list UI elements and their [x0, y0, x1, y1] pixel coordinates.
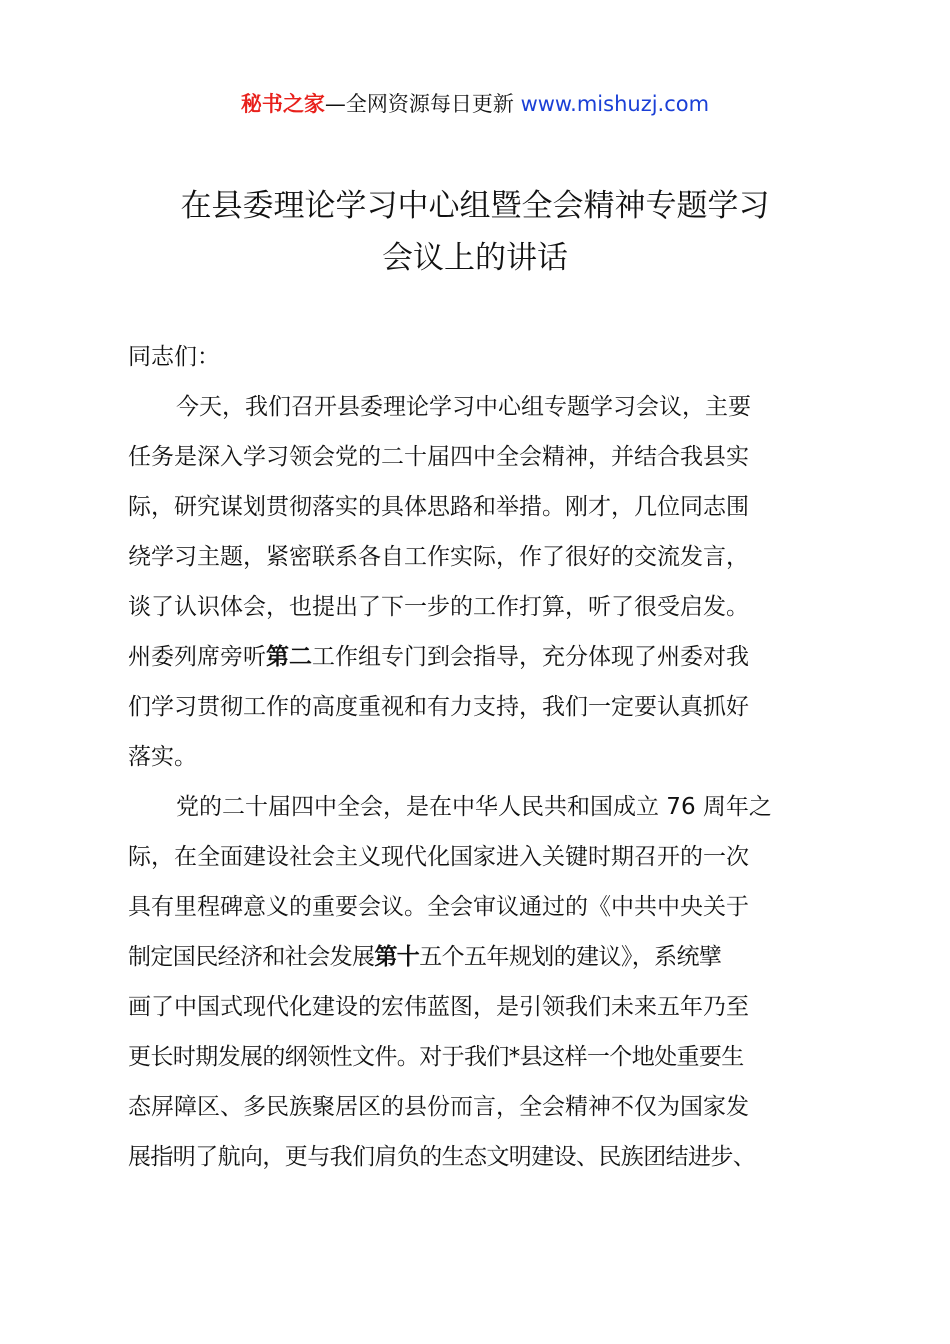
paragraph-1-line: 落实。 — [128, 744, 197, 770]
text-run: 五个五年规划的建议》，系统擘 — [419, 944, 722, 970]
paragraph-2-line: 党的二十届四中全会，是在中华人民共和国成立 76 周年之 — [176, 794, 772, 820]
title-line-1: 在县委理论学习中心组暨全会精神专题学习 — [180, 188, 770, 224]
paragraph-1-line — [128, 632, 840, 682]
paragraph-1-line: 今天，我们召开县委理论学习中心组专题学习会议，主要 — [176, 394, 751, 420]
document-title — [110, 180, 840, 284]
paragraph-2-line: 更长时期发展的纲领性文件。对于我们*县这样一个地处重要生 — [128, 1044, 744, 1070]
text-run: 制定国民经济和社会发展 — [128, 944, 375, 970]
document-body — [128, 332, 840, 1182]
bold-text-run: 第十 — [374, 944, 420, 970]
site-url-link[interactable]: www.mishuzj.com — [520, 92, 710, 116]
text-run: 州委列席旁听 — [128, 644, 266, 670]
paragraph-1-line: 绕学习主题，紧密联系各自工作实际，作了很好的交流发言， — [128, 544, 749, 570]
paragraph-2-line: 画了中国式现代化建设的宏伟蓝图，是引领我们未来五年乃至 — [128, 994, 749, 1020]
bold-text-run: 第二 — [266, 644, 312, 670]
site-header — [0, 88, 950, 120]
paragraph-2-line: 具有里程碑意义的重要会议。全会审议通过的《中共中央关于 — [128, 894, 749, 920]
paragraph-1-line: 谈了认识体会，也提出了下一步的工作打算，听了很受启发。 — [128, 594, 749, 620]
paragraph-2-line: 态屏障区、多民族聚居区的县份而言，全会精神不仅为国家发 — [128, 1094, 749, 1120]
paragraph-1-line: 际，研究谋划贯彻落实的具体思路和举措。刚才，几位同志围 — [128, 494, 749, 520]
paragraph-2-line: 展指明了航向，更与我们肩负的生态文明建设、民族团结进步、 — [128, 1144, 756, 1170]
paragraph-1-line: 任务是深入学习领会党的二十届四中全会精神，并结合我县实 — [128, 444, 749, 470]
salutation: 同志们： — [128, 344, 220, 370]
paragraph-2-line — [128, 932, 840, 982]
paragraph-2-line: 际，在全面建设社会主义现代化国家进入关键时期召开的一次 — [128, 844, 749, 870]
title-line-2: 会议上的讲话 — [382, 240, 568, 276]
site-tagline: —全网资源每日更新 — [324, 92, 521, 116]
text-run: 工作组专门到会指导，充分体现了州委对我 — [312, 644, 749, 670]
paragraph-1-line: 们学习贯彻工作的高度重视和有力支持，我们一定要认真抓好 — [128, 694, 749, 720]
site-brand: 秘书之家 — [240, 92, 325, 116]
